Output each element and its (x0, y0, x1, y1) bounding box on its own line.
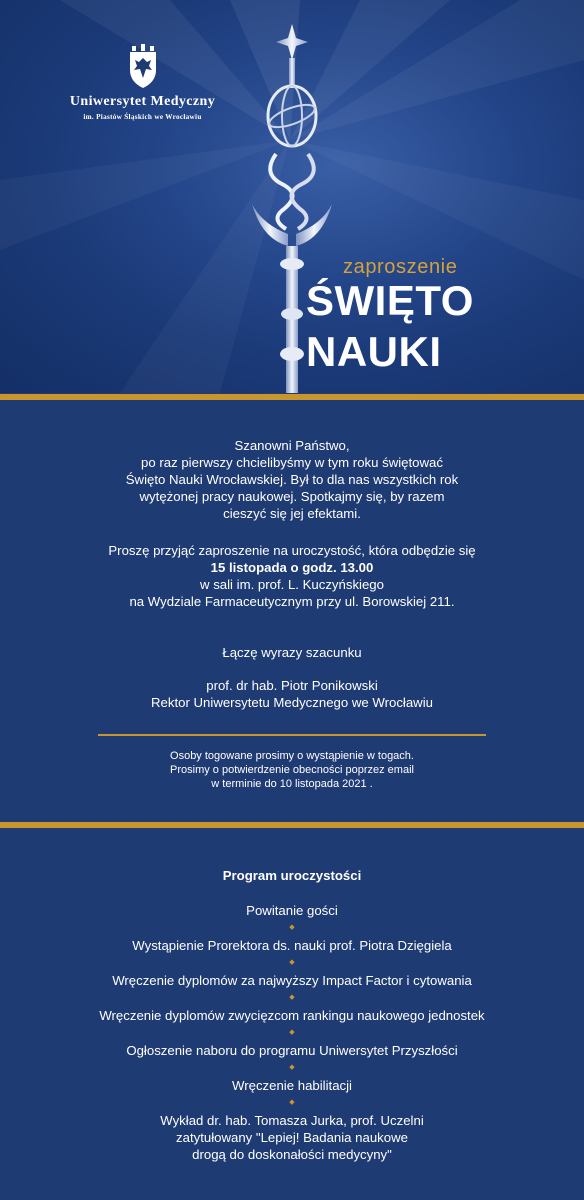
closing-paragraph (0, 644, 584, 661)
letter-line: wytężonej pracy naukowej. Spotkajmy się, by razem (139, 489, 445, 504)
event-title-line1: ŚWIĘTO (306, 277, 474, 324)
letter-line: Proszę przyjąć zaproszenie na uroczystość, która odbędzie się (108, 543, 476, 558)
signature-block (0, 677, 584, 711)
university-subtitle: im. Piastów Śląskich we Wrocławiu (83, 113, 202, 121)
program-list (0, 902, 584, 1163)
letter-line: cieszyć się jej efektami. (223, 506, 361, 521)
note-line: Prosimy o potwierdzenie obecności poprzez email (170, 764, 414, 776)
diamond-separator-icon: ◆ (289, 1064, 295, 1071)
letter-line: Święto Nauki Wrocławskiej. Był to dla nas wszystkich rok (125, 472, 459, 487)
invitation-label: zaproszenie (343, 256, 458, 278)
signature-name: prof. dr hab. Piotr Ponikowski (206, 678, 378, 693)
diamond-separator-icon: ◆ (289, 1099, 295, 1106)
university-logo (40, 44, 245, 121)
program-item (0, 1042, 584, 1059)
event-details-paragraph (0, 542, 584, 610)
note-line: w terminie do 10 listopada 2021 . (211, 778, 373, 790)
invitation-letter (0, 400, 584, 822)
greeting-line: Szanowni Państwo, (234, 438, 350, 453)
event-room: w sali im. prof. L. Kuczyńskiego (200, 577, 384, 592)
program-item (0, 1007, 584, 1024)
diamond-separator-icon: ◆ (289, 959, 295, 966)
program-item-line: Wystąpienie Prorektora ds. nauki prof. Piotra Dzięgiela (132, 938, 452, 953)
program-section (0, 828, 584, 1200)
header-banner (0, 0, 584, 393)
program-item-line: zatytułowany "Lepiej! Badania naukowe (176, 1130, 408, 1145)
program-item (0, 972, 584, 989)
attendance-note (0, 749, 584, 791)
event-address: na Wydziale Farmaceutycznym przy ul. Borowskiej 211. (129, 594, 455, 609)
diamond-separator-icon: ◆ (289, 1029, 295, 1036)
gold-rule (98, 734, 486, 736)
closing-line: Łączę wyrazy szacunku (222, 645, 362, 660)
diamond-separator-icon: ◆ (289, 924, 295, 931)
program-item (0, 937, 584, 954)
greeting-paragraph (0, 437, 584, 522)
eagle-crest-icon (126, 44, 160, 90)
program-item-line: Powitanie gości (246, 903, 338, 918)
event-date: 15 listopada o godz. 13.00 (210, 560, 374, 575)
program-item-line: Ogłoszenie naboru do programu Uniwersytet Przyszłości (126, 1043, 458, 1058)
letter-line: po raz pierwszy chcielibyśmy w tym roku świętować (141, 455, 443, 470)
diamond-separator-icon: ◆ (289, 994, 295, 1001)
program-item (0, 1077, 584, 1094)
program-item-line: Wykład dr. hab. Tomasza Jurka, prof. Uczelni (160, 1113, 424, 1128)
signature-title: Rektor Uniwersytetu Medycznego we Wrocławiu (151, 695, 433, 710)
program-item-line: drogą do doskonałości medycyny" (192, 1147, 392, 1162)
event-title-line2: NAUKI (306, 328, 442, 375)
program-title: Program uroczystości (222, 868, 362, 883)
program-item (0, 1112, 584, 1163)
note-line: Osoby togowane prosimy o wystąpienie w togach. (170, 750, 414, 762)
program-item-line: Wręczenie dyplomów za najwyższy Impact Factor i cytowania (112, 973, 472, 988)
program-item-line: Wręczenie habilitacji (232, 1078, 352, 1093)
program-item (0, 902, 584, 919)
university-name: Uniwersytet Medyczny (69, 94, 216, 109)
program-item-line: Wręczenie dyplomów zwycięzcom rankingu naukowego jednostek (99, 1008, 485, 1023)
